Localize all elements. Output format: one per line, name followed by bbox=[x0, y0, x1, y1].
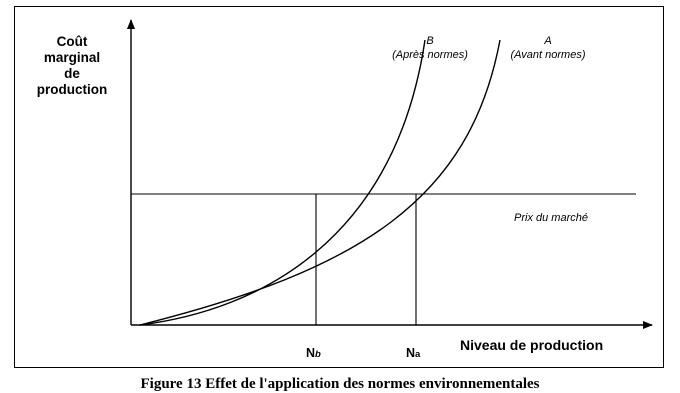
nb-label bbox=[306, 346, 321, 360]
y-axis-label-line-2: marginal bbox=[43, 50, 101, 65]
y-axis-label-line-4: production bbox=[36, 82, 108, 97]
market-price-label: Prix du marché bbox=[514, 212, 588, 224]
curve-b-note: (Après normes) bbox=[392, 49, 468, 61]
x-axis-label: Niveau de production bbox=[460, 337, 604, 353]
curve-a-note: (Avant normes) bbox=[510, 49, 586, 61]
figure-caption: Figure 13 Effet de l'application des normes environnementales bbox=[140, 376, 540, 392]
curve-b bbox=[140, 40, 425, 325]
curve-a-label bbox=[500, 34, 596, 62]
y-axis-label bbox=[24, 34, 120, 98]
curve-b-label bbox=[382, 34, 478, 62]
nb-base: N bbox=[306, 346, 316, 360]
na-subscript: a bbox=[415, 349, 421, 360]
curve-b-name: B bbox=[426, 35, 434, 47]
curve-a-name: A bbox=[544, 35, 552, 47]
curve-a bbox=[140, 40, 500, 325]
na-label bbox=[406, 346, 420, 360]
y-axis-label-line-1: Coût bbox=[56, 34, 88, 49]
y-axis-label-line-3: de bbox=[64, 66, 80, 81]
na-base: N bbox=[406, 346, 416, 360]
nb-subscript: b bbox=[315, 349, 321, 360]
